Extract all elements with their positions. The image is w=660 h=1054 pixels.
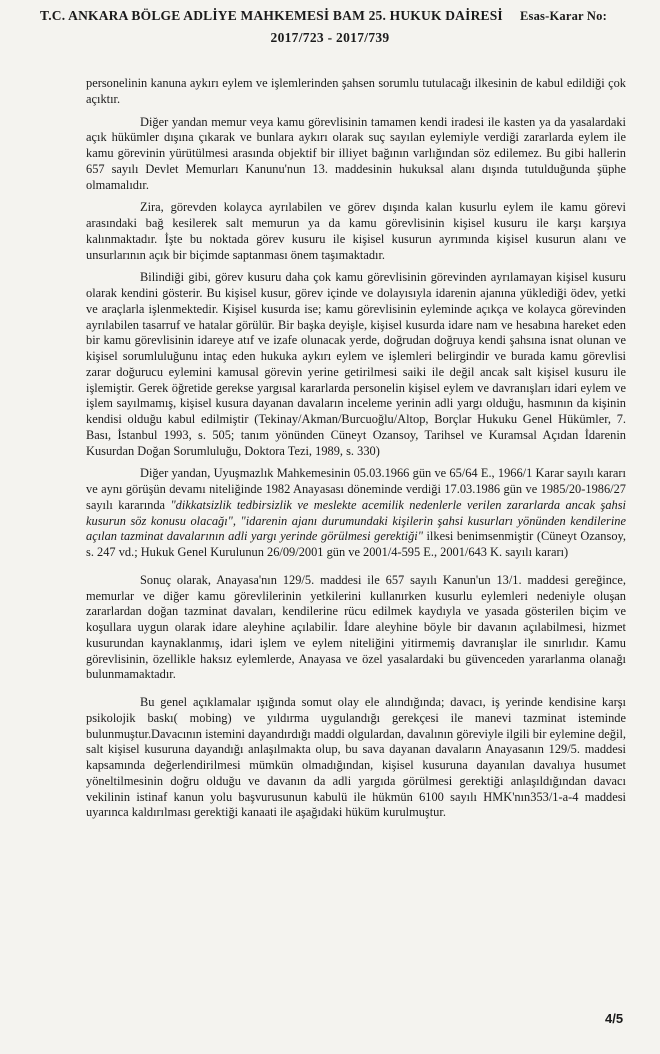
paragraph: Bu genel açıklamalar ışığında somut olay ele alındığında; davacı, iş yerinde kendisine karşı psikolojik baskı( mobing) ve yıldırma uygulandığı gerekçesi ile manevi tazminat isteminde bulunmuştur.Davacının istemini dayandırdığı maddi olgulardan, davalının göreviyle ilgili bir eylemine değil, salt kişisel kusuruna dayandığı anlaşılmakta olup, bu sava dayanan davaların Anayasanın 129/5. maddesi kapsamında değerlendirilmesi mümkün olmadığından, kişisel kusuruna dayanılan davalıya husumet yöneltilmesinin doğru olduğu ve davanın da adli yargıda görülmesi gerektiği anlaşıldığından davacı vekilinin istinaf kanun yolu başvurusunun kabulü ile hükmün 6100 sayılı HMK'nın353/1-a-4 maddesi uyarınca kaldırılması gerektiği kanaati ile aşağıdaki hüküm kurulmuştur. — [86, 695, 626, 820]
paragraph: Sonuç olarak, Anayasa'nın 129/5. maddesi ile 657 sayılı Kanun'un 13/1. maddesi gereğince, memurlar ve diğer kamu görevlilerinin yetkilerini kullanırken kusurlu eylemleri nedeniyle oluşan zararlardan doğan tazminat davaları, kendilerine rücu edilmek kaydıyla ve yasada gösterilen biçim ve koşullara uygun olarak idare aleyhine açılabilir. İdare aleyhine böyle bir davanın açılabilmesi, hizmet kusurundan kaynaklanmış, idari işlem ve eylem niteliğini yitirmemiş davranışlar ile sınırlıdır. Kamu görevlisinin, özellikle haksız eylemlerde, Anayasa ve özel yasalardaki bu güvenceden yararlanma olanağı bulunmamaktadır. — [86, 572, 626, 682]
paragraph-with-quote — [86, 466, 626, 561]
document-header — [0, 8, 660, 46]
esas-karar-label: Esas-Karar No: — [520, 9, 607, 23]
paragraph-text: ilkesi benimsenmiştir (Cüneyt Ozansoy, s. 247 vd.; Hukuk Genel Kurulunun 26/09/2001 gün ve 2001/4-595 E., 2001/643 K. sayılı kararı) — [86, 529, 626, 559]
case-numbers: 2017/723 - 2017/739 — [270, 30, 390, 45]
page-number: 4/5 — [605, 1011, 624, 1026]
document-body — [86, 76, 626, 821]
paragraph-text: Diğer yandan, Uyuşmazlık Mahkemesinin 05.03.1966 gün ve 65/64 E., 1966/1 Karar sayılı kararı ve aynı görüşün devamı niteliğinde 1982 Anayasası döneminde verdiği 17.03.1986 gün ve 1985/20-1986/27 sayılı kararında — [86, 466, 626, 512]
paragraph: Diğer yandan memur veya kamu görevlisinin tamamen kendi iradesi ile kasten ya da yasalardaki açık hükümler dışına çıkarak ve bunlara aykırı olarak suç sayılan eylemiyle verdiği zararlarda eylem ile kamu görevinin yürütülmesi arasında objektif bir illiyet bağının varlığından söz edilemez. Bu gibi hallerin 657 sayılı Devlet Memurları Kanunu'nun 13. maddesinin hukuksal alanı dışında tutulduğunda şüphe olmamalıdır. — [86, 114, 626, 192]
paragraph: Zira, görevden kolayca ayrılabilen ve görev dışında kalan kusurlu eylem ile kamu görevi arasındaki bağ kesilerek salt memurun ya da kamu görevlisinin kişisel kusuru ile karşı karşıya kalınmaktadır. İşte bu noktada görev kusuru ile kişisel kusurun ayrımında kişisel kusurun alanı ve unsurlarının açık bir biçimde saptanması önem taşımaktadır. — [86, 200, 626, 262]
quoted-ruling: "dikkatsizlik tedbirsizlik ve meslekte acemilik nedenlerle verilen zararlarda ancak şahsi kusurun söz konusu olacağı", "idarenin ajanı durumundaki kişilerin şahsi kusurları yönünden kendilerine açılan tazminat davalarının adli yargı yerinde görülmesi gerektiği" — [86, 497, 626, 544]
paragraph: Bilindiği gibi, görev kusuru daha çok kamu görevlisinin görevinden ayrılamayan kişisel kusuru olarak kendini gösterir. Bu kişisel kusur, görev içinde ve dolayısıyla idarenin ajanına yüklediği ödev, yetki ve araçlarla işlenmektedir. Kişisel kusurda ise; kamu görevlisinin eyleminde açıkça ve kolayca görevinden ayrılabilen tasarruf ve hatalar görülür. Bir başka deyişle, kişisel kusurda idare nam ve hesabına hareket eden bir kamu görevlisinin idareye atıf ve izafe olunacak yerde, doğrudan doğruya kendi şahsına isnat olunan ve kişisel sorumluluğunu intaç eden hukuka aykırı eylem ve işlemleri belirgindir ve burada kamu görevlisi zarar doğurucu eylemini kamusal görevin yerine getirilmesi saiki ile değil ancak salt kişisel kusuru ile işlemiştir. Gerek öğretide gerekse yargısal kararlarda personelin kişisel eylem ve davranışları idari eylem ve işlem sayılmamış, kişisel kusura dayanan davaların inceleme yerinin adli yargı olduğu, hasmının da kişinin kendisi olduğu kabul edilmiştir (Tekinay/Akman/Burcuoğlu/Altop, Borçlar Hukuku Genel Hükümler, 7. Bası, İstanbul 1993, s. 505; tanım yönünden Cüneyt Ozansoy, Tarihsel ve Kuramsal Açıdan İdarenin Kusurdan Doğan Sorumluluğu, Doktora Tezi, 1989, s. 330) — [86, 270, 626, 458]
paragraph-continuation: personelinin kanuna aykırı eylem ve işlemlerinden şahsen sorumlu tutulacağı ilkesinin de kabul edildiği çok açıktır. — [86, 76, 626, 106]
header-line — [0, 8, 660, 28]
court-name: T.C. ANKARA BÖLGE ADLİYE MAHKEMESİ BAM 25. HUKUK DAİRESİ — [40, 8, 503, 23]
